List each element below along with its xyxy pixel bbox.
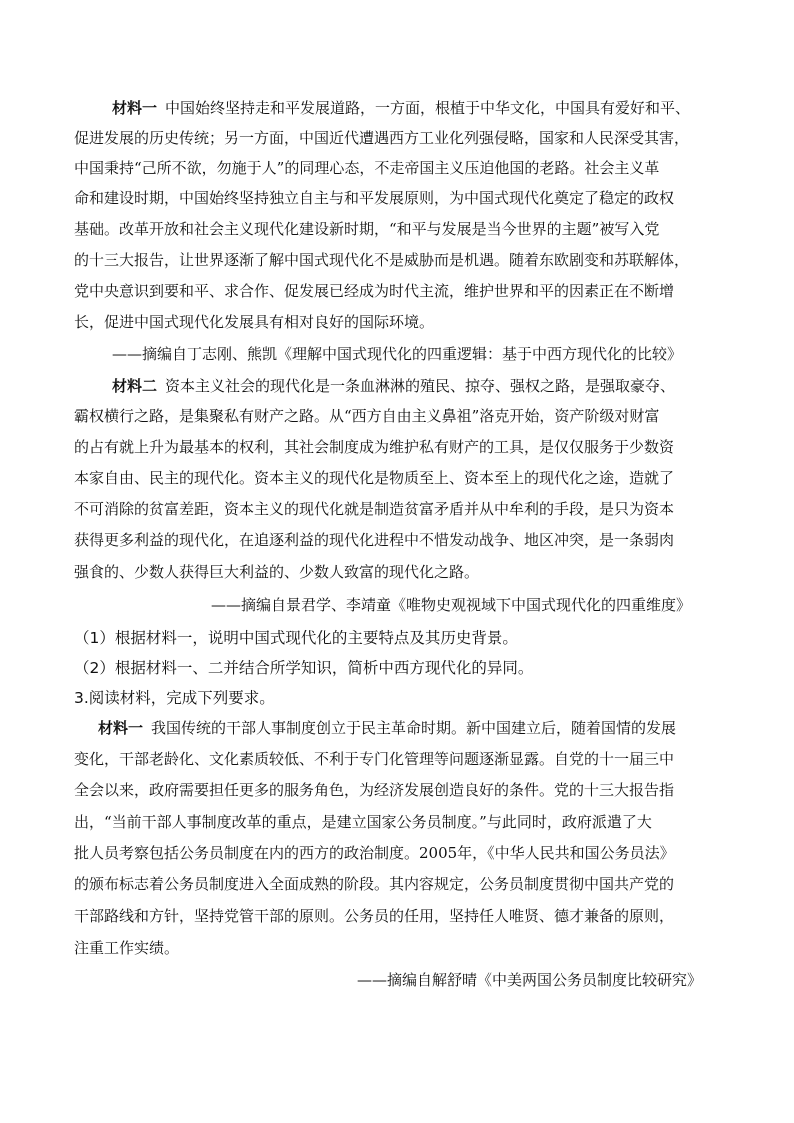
q3-material-1-line-5: 批人员考察包括公务员制度在内的西方的政治制度。2005年，《中华人民共和国公务员法》 <box>74 844 675 862</box>
material-1-line-5: 基础。改革开放和社会主义现代化建设新时期，“和平与发展是当今世界的主题”被写入党 <box>74 220 660 238</box>
q3-material-1-line-7: 干部路线和方针，坚持党管干部的原则。公务员的任用，坚持任人唯贤、德才兼备的原则， <box>74 907 675 925</box>
material-1-line-2: 促进发展的历史传统；另一方面，中国近代遭遇西方工业化列强侵略，国家和人民深受其害， <box>74 129 690 147</box>
q3-material-1-line-2: 变化，干部老龄化、文化素质较低、不利于专门化管理等问题逐渐显露。自党的十一届三中 <box>74 750 675 768</box>
material-1-line-1 <box>112 98 725 118</box>
material-1-first-line: 中国始终坚持走和平发展道路，一方面，根植于中华文化，中国具有爱好和平、 <box>165 99 691 117</box>
q3-material-1-line-1 <box>98 718 676 738</box>
material-1-line-8: 长，促进中国式现代化发展具有相对良好的国际环境。 <box>74 313 435 331</box>
q3-material-1-first-line: 我国传统的干部人事制度创立于民主革命时期。新中国建立后，随着国情的发展 <box>151 719 677 737</box>
material-1-label: 材料一 <box>112 99 158 117</box>
q3-material-1-label: 材料一 <box>98 719 144 737</box>
question-3-heading: 3.阅读材料，完成下列要求。 <box>74 689 275 707</box>
material-2-line-7: 强食的、少数人获得巨大利益的、少数人致富的现代化之路。 <box>74 563 480 581</box>
material-1-line-4: 命和建设时期，中国始终坚持独立自主与和平发展原则，为中国式现代化奠定了稳定的政权 <box>74 189 675 207</box>
q3-material-1-line-3: 全会以来，政府需要担任更多的服务角色，为经济发展创造良好的条件。党的十三大报告指 <box>74 781 675 799</box>
material-2-line-1 <box>112 376 675 396</box>
material-1-line-3: 中国秉持“己所不欲，勿施于人”的同理心态，不走帝国主义压迫他国的老路。社会主义革 <box>74 159 660 177</box>
question-1: （1）根据材料一，说明中国式现代化的主要特点及其历史背景。 <box>74 629 518 647</box>
q3-material-1-line-8: 注重工作实绩。 <box>74 939 180 957</box>
material-2-line-4: 本家自由、民主的现代化。资本主义的现代化是物质至上、资本至上的现代化之途，造就了 <box>74 469 675 487</box>
material-1-line-6: 的十三大报告，让世界逐渐了解中国式现代化不是威胁而是机遇。随着东欧剧变和苏联解体， <box>74 251 690 269</box>
material-1-line-7: 党中央意识到要和平、求合作、促发展已经成为时代主流，维护世界和平的因素正在不断增 <box>74 282 675 300</box>
q3-material-1-line-6: 的颁布标志着公务员制度进入全面成熟的阶段。其内容规定，公务员制度贯彻中国共产党的 <box>74 875 675 893</box>
q3-material-1-source: ——摘编自解舒晴《中美两国公务员制度比较研究》 <box>357 971 703 989</box>
material-2-first-line: 资本主义社会的现代化是一条血淋淋的殖民、掠夺、强权之路，是强取豪夺、 <box>165 377 676 395</box>
material-2-line-6: 获得更多利益的现代化，在追逐利益的现代化进程中不惜发动战争、地区冲突，是一条弱肉 <box>74 531 675 549</box>
material-2-source: ——摘编自景君学、李靖童《唯物史观视域下中国式现代化的四重维度》 <box>211 596 692 614</box>
question-2: （2）根据材料一、二并结合所学知识，简析中西方现代化的异同。 <box>74 659 534 677</box>
material-2-line-2: 霸权横行之路，是集聚私有财产之路。从“西方自由主义鼻祖”洛克开始，资产阶级对财富 <box>74 407 660 425</box>
material-1-source: ——摘编自丁志刚、熊凯《理解中国式现代化的四重逻辑：基于中西方现代化的比较》 <box>112 345 683 363</box>
material-2-line-3: 的占有就上升为最基本的权利，其社会制度成为维护私有财产的工具，是仅仅服务于少数资 <box>74 438 675 456</box>
material-2-label: 材料二 <box>112 377 158 395</box>
material-2-line-5: 不可消除的贫富差距，资本主义的现代化就是制造贫富矛盾并从中牟利的手段，是只为资本 <box>74 500 675 518</box>
q3-material-1-line-4: 出，“当前干部人事制度改革的重点，是建立国家公务员制度。”与此同时，政府派遣了大 <box>74 813 652 831</box>
